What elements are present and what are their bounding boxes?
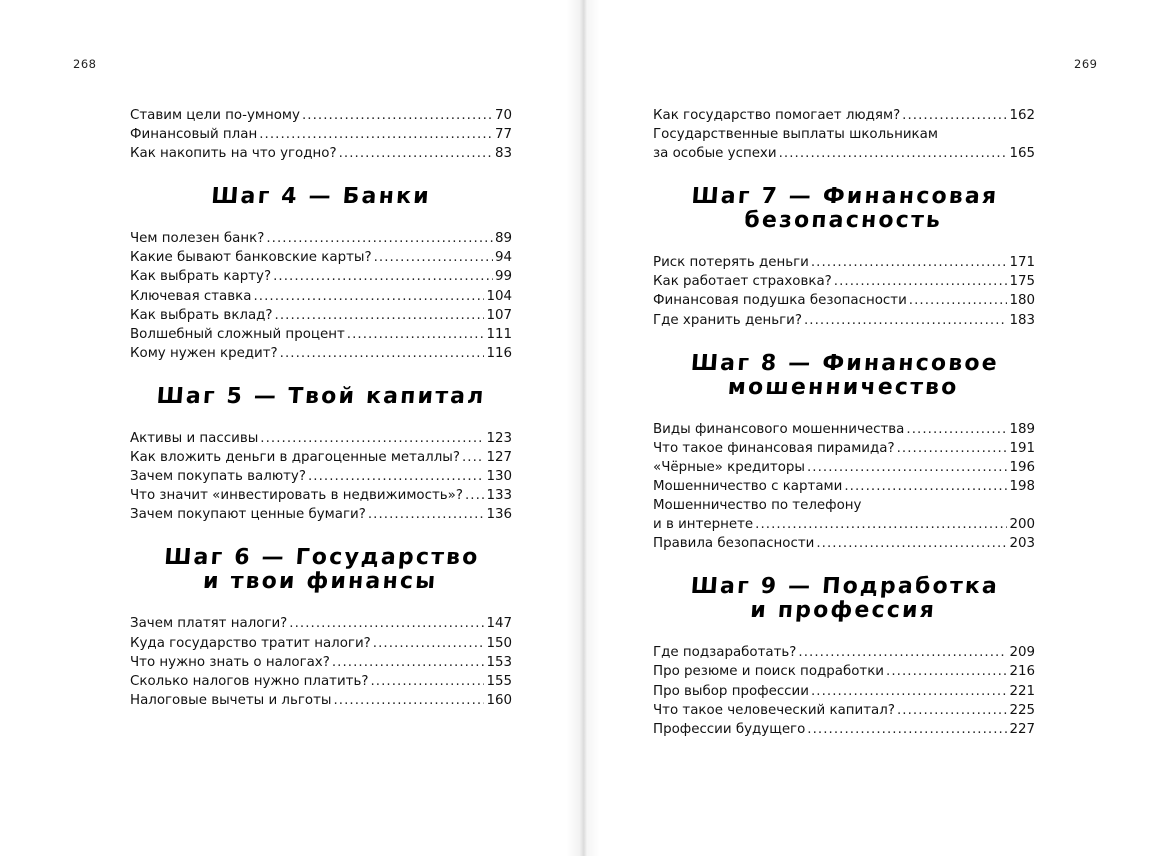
toc-entry-page: 99 (494, 269, 512, 285)
toc-entry-title: Как выбрать карту? (130, 269, 272, 285)
dot-leader (798, 643, 1007, 662)
toc-section (130, 185, 512, 363)
toc-entry-page: 171 (1009, 255, 1035, 271)
toc-entry (130, 125, 512, 144)
toc-entry (130, 653, 512, 672)
dot-leader (902, 106, 1007, 125)
dot-leader (308, 467, 485, 486)
dot-leader (332, 653, 485, 672)
section-heading-line: и профессия (749, 598, 937, 624)
toc-entry-page: 111 (486, 326, 512, 342)
toc-entry-page: 165 (1009, 146, 1035, 162)
toc-entry (653, 477, 1035, 496)
toc-entry-title: Что значит «инвестировать в недвижимость»? (130, 488, 463, 504)
toc-entry-page: 198 (1009, 478, 1035, 494)
toc-entry-page: 153 (486, 654, 512, 670)
toc-entry-title: Правила безопасности (653, 536, 815, 552)
toc-entry-page: 147 (486, 616, 512, 632)
toc-entry (653, 458, 1035, 477)
section-heading-line: Шаг 5 — Твой капитал (155, 383, 487, 409)
dot-leader (779, 144, 1008, 163)
section-heading (128, 546, 513, 594)
toc-entry-page: 133 (486, 488, 512, 504)
toc-entry-title: Мошенничество с картами (653, 478, 843, 494)
toc-entry-title: «Чёрные» кредиторы (653, 459, 805, 475)
toc-entry-title: Куда государство тратит налоги? (130, 635, 371, 651)
toc-entry-title: Финансовая подушка безопасности (653, 293, 907, 309)
toc-entry-page: 189 (1009, 421, 1035, 437)
toc-entry-page: 227 (1009, 721, 1035, 737)
toc-entry-title: Риск потерять деньги (653, 255, 809, 271)
toc-entry-page: 150 (486, 635, 512, 651)
toc-entry (130, 672, 512, 691)
toc-entry-title: Что нужно знать о налогах? (130, 654, 330, 670)
toc-entry-title: Что такое финансовая пирамида? (653, 440, 895, 456)
toc-entry-title: Зачем покупать валюту? (130, 469, 306, 485)
toc-entry-title: Как выбрать вклад? (130, 307, 273, 323)
toc-entry-page: 196 (1009, 459, 1035, 475)
toc-entry (130, 486, 512, 505)
toc-entry (653, 682, 1035, 701)
toc-entry (130, 287, 512, 306)
dot-leader (462, 448, 484, 467)
toc-entry (653, 106, 1035, 125)
dot-leader (897, 439, 1008, 458)
dot-leader (370, 672, 484, 691)
toc-entry-title: Волшебный сложный процент (130, 326, 345, 342)
toc-entry (653, 701, 1035, 720)
toc-entry-page: 104 (486, 288, 512, 304)
toc-entry (130, 248, 512, 267)
toc-left (130, 106, 512, 710)
toc-entry-title: Что такое человеческий капитал? (653, 702, 895, 718)
dot-leader (368, 505, 485, 524)
dot-leader (266, 229, 493, 248)
section-heading-line: мошенничество (726, 374, 960, 400)
toc-entry-title: Про выбор профессии (653, 683, 809, 699)
toc-entry (130, 614, 512, 633)
toc-entry-page: 216 (1009, 664, 1035, 680)
toc-entry-title: Как накопить на что угодно? (130, 146, 337, 162)
toc-entry (130, 229, 512, 248)
toc-entry (130, 691, 512, 710)
toc-entry-title: Финансовый план (130, 127, 258, 143)
toc-entry-page: 225 (1009, 702, 1035, 718)
toc-entry-page: 162 (1009, 108, 1035, 123)
toc-entry-page: 107 (486, 307, 512, 323)
toc-entry (653, 311, 1035, 330)
dot-leader (906, 420, 1007, 439)
toc-entry-page: 160 (486, 692, 512, 708)
toc-entry (653, 253, 1035, 272)
toc-entry (130, 429, 512, 448)
toc-entry (130, 505, 512, 524)
toc-entry-page: 203 (1009, 536, 1035, 552)
dot-leader (811, 682, 1007, 701)
toc-entry (130, 325, 512, 344)
toc-entry-title: Ставим цели по-умному (130, 108, 300, 123)
toc-entry (653, 720, 1035, 739)
dot-leader (347, 325, 485, 344)
toc-entry-title: Чем полезен банк? (130, 231, 265, 247)
toc-entry (653, 420, 1035, 439)
section-heading-line: Шаг 9 — Подработка (689, 574, 1000, 600)
toc-entry-page: 123 (486, 430, 512, 446)
dot-leader (289, 614, 484, 633)
toc-entry (653, 291, 1035, 310)
section-heading (651, 185, 1036, 233)
toc-entry-page: 221 (1009, 683, 1035, 699)
toc-entry (653, 496, 1035, 515)
toc-entry-page: 180 (1009, 293, 1035, 309)
toc-entry-title: и в интернете (653, 517, 754, 533)
toc-section (653, 185, 1035, 329)
dot-leader (844, 477, 1007, 496)
toc-entry-title: Как государство помогает людям? (653, 108, 901, 123)
toc-entry-title: Зачем покупают ценные бумаги? (130, 507, 366, 523)
toc-entry-title: Активы и пассивы (130, 430, 259, 446)
dot-leader (807, 720, 1007, 739)
toc-entry-title: Где подзаработать? (653, 645, 797, 661)
dot-leader (897, 701, 1008, 720)
toc-entry-page: 209 (1009, 645, 1035, 661)
dot-leader (909, 291, 1008, 310)
toc-entry-page: 70 (494, 108, 512, 123)
toc-entry-title: Про резюме и поиск подработки (653, 664, 885, 680)
section-heading-line: Шаг 7 — Финансовая (690, 184, 1000, 210)
toc-entry-title: Сколько налогов нужно платить? (130, 673, 369, 689)
toc-entry-page: 77 (494, 127, 512, 143)
section-heading (651, 575, 1036, 623)
toc-entry-title: Как работает страховка? (653, 274, 832, 290)
toc-section (653, 575, 1035, 738)
toc-entry-title: Где хранить деньги? (653, 312, 802, 328)
dot-leader (465, 486, 484, 505)
dot-leader (374, 248, 493, 267)
section-heading-line: Шаг 8 — Финансовое (690, 350, 1000, 376)
dot-leader (755, 515, 1007, 534)
toc-entry-title: Ключевая ставка (130, 288, 252, 304)
section-heading-line: Шаг 6 — Государство (163, 545, 481, 571)
toc-entry (130, 144, 512, 163)
section-heading (129, 185, 513, 209)
toc-entry (653, 125, 1035, 144)
toc-entry (130, 344, 512, 363)
dot-leader (260, 429, 484, 448)
toc-entry (653, 272, 1035, 291)
toc-entry (653, 439, 1035, 458)
toc-entry-page: 175 (1009, 274, 1035, 290)
dot-leader (280, 344, 485, 363)
section-heading-line: безопасность (743, 208, 943, 234)
dot-leader (834, 272, 1008, 291)
dot-leader (339, 144, 493, 163)
toc-entry-page: 116 (486, 345, 512, 361)
toc-entry-title: Зачем платят налоги? (130, 616, 288, 632)
toc-entry-title: Государственные выплаты школьникам (653, 127, 938, 143)
toc-entry-title: Профессии будущего (653, 721, 806, 737)
toc-section (130, 546, 512, 709)
dot-leader (259, 125, 493, 144)
dot-leader (373, 634, 485, 653)
dot-leader (816, 534, 1007, 553)
toc-entry-title: Какие бывают банковские карты? (130, 250, 372, 266)
toc-entry-page: 83 (494, 146, 512, 162)
toc-right (653, 106, 1035, 739)
toc-entry (653, 534, 1035, 553)
toc-entry (653, 662, 1035, 681)
toc-entry-title: Виды финансового мошенничества (653, 421, 905, 437)
toc-entry-page: 136 (486, 507, 512, 523)
toc-entry-title: Мошенничество по телефону (653, 498, 862, 514)
toc-entry-page: 94 (494, 250, 512, 266)
section-heading (129, 385, 513, 409)
toc-entry-title: Как вложить деньги в драгоценные металлы? (130, 450, 460, 466)
toc-entry-title: Кому нужен кредит? (130, 345, 278, 361)
toc-entry-title: Налоговые вычеты и льготы (130, 692, 332, 708)
section-heading-line: Шаг 4 — Банки (210, 184, 432, 210)
page-number: 268 (73, 57, 97, 71)
toc-entry-title: за особые успехи (653, 146, 777, 162)
dot-leader (807, 458, 1007, 477)
toc-entry (653, 643, 1035, 662)
toc-entry-page: 183 (1009, 312, 1035, 328)
toc-entry-page: 130 (486, 469, 512, 485)
dot-leader (811, 253, 1008, 272)
dot-leader (253, 287, 484, 306)
dot-leader (273, 267, 493, 286)
toc-entry (130, 306, 512, 325)
dot-leader (275, 306, 485, 325)
toc-entry (653, 144, 1035, 163)
toc-entry (130, 267, 512, 286)
toc-section (653, 352, 1035, 554)
toc-entry-page: 155 (486, 673, 512, 689)
dot-leader (804, 311, 1007, 330)
toc-entry-page: 89 (494, 231, 512, 247)
toc-entry (130, 106, 512, 125)
toc-entry (130, 467, 512, 486)
toc-section (130, 385, 512, 524)
dot-leader (333, 691, 484, 710)
section-heading-line: и твои финансы (202, 569, 439, 595)
toc-entry-page: 200 (1009, 517, 1035, 533)
dot-leader (886, 662, 1007, 681)
toc-entry-page: 191 (1009, 440, 1035, 456)
toc-entry (130, 448, 512, 467)
section-heading (651, 352, 1036, 400)
toc-entry (653, 515, 1035, 534)
right-page (584, 0, 1168, 856)
toc-entry-page: 127 (486, 450, 512, 466)
toc-entry (130, 634, 512, 653)
dot-leader (302, 106, 493, 125)
page-number: 269 (1074, 57, 1098, 71)
